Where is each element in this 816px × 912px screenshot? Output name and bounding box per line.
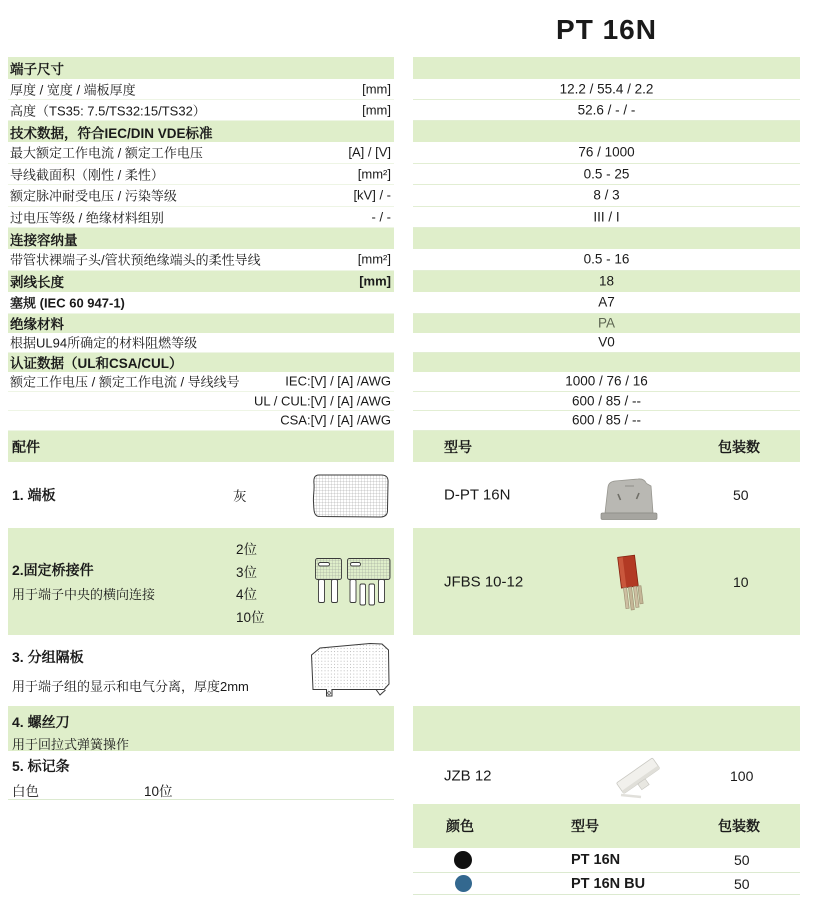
spec-label: 绝缘材料 [10, 317, 64, 333]
accessory-title: 5. 标记条 [12, 758, 70, 774]
order-model: D-PT 16N [444, 486, 511, 504]
spec-label: 根据UL94所确定的材料阻燃等级 [10, 335, 198, 351]
spec-row-ul94 [8, 333, 800, 353]
spec-unit: CSA:[V] / [A] /AWG [280, 412, 391, 428]
accessory-option: 10位 [144, 784, 173, 799]
spec-label: 认证数据（UL和CSA/CUL） [10, 356, 183, 372]
white-marker-strip-photo [610, 754, 668, 800]
order-row-bridge [413, 528, 800, 635]
spec-label: 额定脉冲耐受电压 / 污染等级 [10, 188, 177, 204]
spec-value: 0.5 - 16 [583, 251, 630, 267]
variant-pack: 50 [734, 852, 750, 868]
spec-value: 1000 / 76 / 16 [565, 373, 648, 389]
variant-row-blue [413, 873, 800, 895]
spec-value: 12.2 / 55.4 / 2.2 [559, 81, 654, 97]
accessories-header-band [8, 431, 394, 462]
spec-row-ul-cul-rating [8, 392, 800, 412]
order-pack: 100 [730, 767, 754, 784]
color-dot-blue [455, 875, 472, 892]
spec-value: 18 [598, 273, 615, 289]
variant-row-black [413, 848, 800, 873]
spec-value: 76 / 1000 [578, 144, 635, 160]
fixed-bridge-drawing [314, 557, 392, 611]
spec-row-overvoltage [8, 207, 800, 229]
order-header-model: 型号 [444, 438, 472, 455]
accessory-desc: 用于端子中央的横向连接 [12, 587, 156, 602]
variants-table-header [413, 804, 800, 848]
variant-pack: 50 [734, 875, 750, 892]
color-dot-black [454, 851, 472, 869]
spec-header-insulation-material [8, 314, 800, 334]
order-model: JZB 12 [444, 767, 492, 784]
spec-row-current-voltage [8, 142, 800, 164]
spec-header-strip-length [8, 271, 800, 293]
bridge-option: 2位 [236, 542, 258, 557]
spec-row-thickness [8, 79, 800, 100]
accessory-color: 白色 [12, 784, 39, 799]
variants-header-pack: 包装数 [718, 818, 760, 834]
spec-row-iec-rating [8, 372, 800, 392]
accessory-title: 1. 端板 [12, 487, 56, 503]
accessories-header: 配件 [12, 438, 40, 455]
order-model: JFBS 10-12 [444, 573, 524, 590]
spec-value: 600 / 85 / -- [571, 393, 642, 409]
spec-label: 额定工作电压 / 额定工作电流 / 导线线号 [10, 374, 240, 390]
spec-label: 高度（TS35: 7.5/TS32:15/TS32） [10, 103, 206, 119]
accessory-item-screwdriver [8, 706, 394, 751]
spec-row-gauge [8, 292, 800, 314]
spec-label: 过电压等级 / 绝缘材料组别 [10, 210, 164, 226]
spec-table [8, 57, 800, 431]
spec-value: 600 / 85 / -- [571, 412, 642, 428]
spec-unit: [kV] / - [353, 187, 391, 203]
spec-header-terminal-dimensions [8, 57, 800, 79]
spec-header-technical-data [8, 121, 800, 142]
spec-unit: - / - [371, 209, 391, 225]
order-header-pack: 包装数 [718, 438, 760, 455]
spec-unit: [mm] [359, 273, 391, 289]
spec-header-certification [8, 353, 800, 373]
spec-value: PA [597, 315, 615, 331]
spec-value: 8 / 3 [593, 187, 620, 203]
accessory-item-partition [8, 635, 394, 706]
gray-end-plate-photo [598, 474, 660, 524]
spec-unit: [mm²] [357, 166, 391, 182]
accessory-color: 灰 [233, 489, 247, 504]
spec-label: 连接容纳量 [10, 232, 78, 248]
accessory-item-marker-strip [8, 751, 394, 800]
spec-unit: UL / CUL:[V] / [A] /AWG [253, 393, 391, 409]
spec-unit: [mm] [362, 102, 391, 118]
variant-model: PT 16N [571, 852, 621, 868]
spec-label: 塞规 (IEC 60 947-1) [10, 295, 125, 311]
spec-unit: IEC:[V] / [A] /AWG [285, 373, 391, 389]
spec-unit: [mm²] [357, 251, 391, 267]
spec-label: 剥线长度 [10, 275, 64, 291]
spec-unit: [A] / [V] [348, 144, 391, 160]
order-pack: 10 [733, 573, 749, 590]
partition-plate-drawing [308, 641, 392, 699]
spec-row-ferrule-conductor [8, 249, 800, 271]
spec-label: 端子尺寸 [10, 62, 64, 77]
accessory-desc: 用于端子组的显示和电气分离，厚度2mm [12, 679, 249, 694]
spec-row-cross-section [8, 164, 800, 186]
bridge-pole-options [236, 539, 265, 630]
accessory-title: 3. 分组隔板 [12, 649, 84, 665]
accessory-title: 2.固定桥接件 [12, 562, 94, 578]
spec-value: 0.5 - 25 [583, 166, 630, 182]
spec-row-height [8, 100, 800, 121]
order-pack: 50 [733, 487, 749, 503]
spec-label: 技术数据，符合IEC/DIN VDE标准 [10, 125, 213, 141]
variants-header-color: 颜色 [446, 818, 474, 834]
empty-green-band [413, 706, 800, 751]
accessory-item-end-plate [8, 462, 394, 528]
spec-label: 厚度 / 宽度 / 端板厚度 [10, 82, 136, 98]
spec-value: 52.6 / - / - [577, 102, 636, 118]
spec-header-connection-capacity [8, 228, 800, 249]
bridge-option: 10位 [236, 610, 265, 626]
spec-label: 最大额定工作电流 / 额定工作电压 [10, 145, 203, 161]
variant-model: PT 16N BU [571, 875, 646, 892]
order-row-marker [413, 751, 800, 800]
accessory-item-fixed-bridge [8, 528, 394, 635]
bridge-option: 3位 [236, 564, 258, 580]
spec-row-csa-rating [8, 411, 800, 431]
accessory-desc: 用于回拉式弹簧操作 [12, 737, 130, 752]
spec-row-surge-voltage [8, 185, 800, 207]
end-plate-drawing [310, 472, 392, 520]
accessory-title: 4. 螺丝刀 [12, 714, 70, 730]
spec-value: V0 [598, 334, 615, 350]
bridge-option: 4位 [236, 587, 258, 603]
spec-value: III / I [593, 209, 620, 225]
spec-value: A7 [598, 294, 615, 310]
product-title: PT 16N [556, 14, 657, 45]
spec-label: 导线截面积（刚性 / 柔性） [10, 167, 164, 183]
variants-header-model: 型号 [571, 818, 599, 834]
order-table-header [413, 431, 800, 462]
order-row-end-plate [413, 462, 800, 528]
spec-unit: [mm] [362, 81, 391, 97]
red-bridge-photo [612, 553, 648, 615]
spec-label: 带管状裸端子头/管状预绝缘端头的柔性导线 [10, 252, 261, 268]
